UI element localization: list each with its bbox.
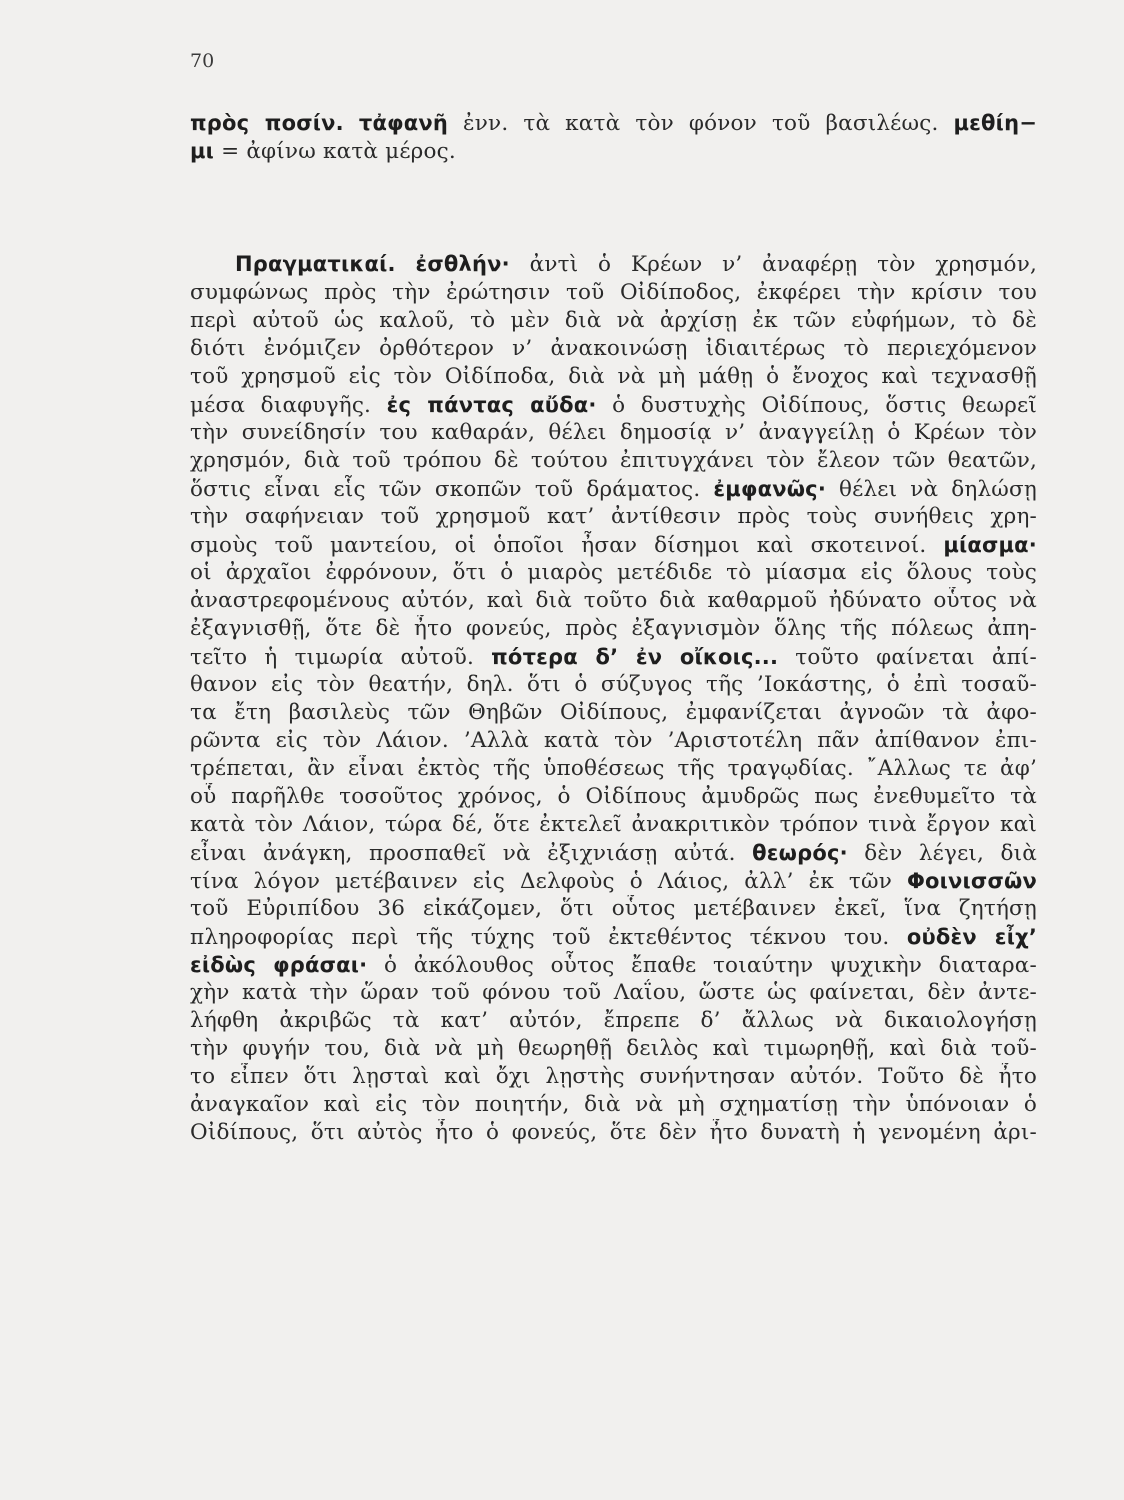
text-run: τὴν συνείδησίν του καθαράν, θέλει δημοσίᾳ ν’ ἀναγγείλῃ ὁ Κρέων τὸν	[190, 420, 1037, 445]
text-line	[190, 895, 1037, 923]
text-line	[190, 1119, 1037, 1147]
text-line	[190, 1035, 1037, 1063]
text-line	[190, 923, 1037, 951]
text-run: εἶναι ἀνάγκη, προσπαθεῖ νὰ ἐξιχνιάσῃ αὐτά.	[190, 841, 753, 866]
lemma-bold: οὐδὲν εἶχ’	[906, 925, 1037, 949]
text-run: ἀναστρεφομένους αὐτόν, καὶ διὰ τοῦτο διὰ καθαρμοῦ ἠδύνατο οὗτος νὰ	[190, 588, 1037, 613]
text-run: ὁ δυστυχὴς Οἰδίπους, ὅστις θεωρεῖ	[596, 393, 1037, 418]
text-run: ρῶντα εἰς τὸν Λάιον. ’Αλλὰ κατὰ τὸν ’Αριστοτέλη πᾶν ἀπίθανον ἐπι-	[190, 728, 1037, 753]
text-line	[190, 1063, 1037, 1091]
text-line	[190, 867, 1037, 895]
text-run: ἐνν. τὰ κατὰ τὸν φόνον τοῦ βασιλέως.	[448, 111, 954, 136]
text-line	[190, 335, 1037, 363]
page-number: 70	[190, 50, 215, 72]
text-line	[190, 727, 1037, 755]
text-run: τοῦτο φαίνεται ἀπί-	[778, 645, 1037, 670]
text-line	[190, 279, 1037, 307]
text-line	[190, 109, 1037, 137]
text-line	[190, 531, 1037, 559]
text-line	[190, 839, 1037, 867]
text-line	[190, 755, 1037, 783]
text-run: ἀντὶ ὁ Κρέων ν’ ἀναφέρῃ τὸν χρησμόν,	[509, 252, 1037, 277]
text-run: χρησμόν, διὰ τοῦ τρόπου δὲ τούτου ἐπιτυγχάνει τὸν ἔλεον τῶν θεατῶν,	[190, 448, 1037, 473]
lemma-bold: μεθίη−	[953, 111, 1037, 135]
text-line	[190, 671, 1037, 699]
text-run: Οἰδίπους, ὅτι αὐτὸς ἦτο ὁ φονεύς, ὅτε δὲν ἦτο δυνατὴ ἡ γενομένη ἀρι-	[190, 1120, 1037, 1145]
text-line	[190, 475, 1037, 503]
text-run: ἀναγκαῖον καὶ εἰς τὸν ποιητήν, διὰ νὰ μὴ σχηματίσῃ τὴν ὑπόνοιαν ὁ	[190, 1092, 1037, 1117]
text-line	[190, 307, 1037, 335]
text-run: τοῦ χρησμοῦ εἰς τὸν Οἰδίποδα, διὰ νὰ μὴ μάθῃ ὁ ἔνοχος καὶ τεχνασθῇ	[190, 364, 1037, 389]
text-run: περὶ αὐτοῦ ὡς καλοῦ, τὸ μὲν διὰ νὰ ἀρχίσῃ ἐκ τῶν εὐφήμων, τὸ δὲ	[190, 308, 1037, 333]
lemma-bold: μίασμα·	[943, 533, 1037, 557]
text-line	[190, 391, 1037, 419]
lemma-bold: ἐσθλήν·	[415, 252, 510, 276]
text-run: τρέπεται, ἂν εἶναι ἐκτὸς τῆς ὑποθέσεως τῆς τραγῳδίας. ῎Αλλως τε ἀφ’	[190, 756, 1037, 781]
text-line	[190, 979, 1037, 1007]
text-line	[190, 363, 1037, 391]
text-run: διότι ἐνόμιζεν ὀρθότερον ν’ ἀνακοινώσῃ ἰδιαιτέρως τὸ περιεχόμενον	[190, 336, 1037, 361]
lemma-bold: Φοινισσῶν	[906, 869, 1037, 893]
text-run: τὴν σαφήνειαν τοῦ χρησμοῦ κατ’ ἀντίθεσιν πρὸς τοὺς συνήθεις χρη-	[190, 504, 1037, 529]
text-run: τίνα λόγον μετέβαινεν εἰς Δελφοὺς ὁ Λάιος, ἀλλ’ ἐκ τῶν	[190, 869, 907, 894]
text-run: κατὰ τὸν Λάιον, τώρα δέ, ὅτε ἐκτελεῖ ἀνακριτικὸν τρόπον τινὰ ἔργον καὶ	[190, 812, 1037, 837]
text-run: τὴν φυγήν του, διὰ νὰ μὴ θεωρηθῇ δειλὸς καὶ τιμωρηθῇ, καὶ διὰ τοῦ-	[190, 1036, 1037, 1061]
text-line	[190, 811, 1037, 839]
text-line	[190, 615, 1037, 643]
text-line	[190, 447, 1037, 475]
lemma-bold: πότερα δ’ ἐν οἴκοις...	[491, 645, 779, 669]
text-line	[190, 699, 1037, 727]
text-line	[190, 643, 1037, 671]
lemma-bold: ἐς πάντας αὔδα·	[386, 393, 597, 417]
text-line	[190, 951, 1037, 979]
text-run	[396, 252, 416, 277]
text-run: οἱ ἀρχαῖοι ἐφρόνουν, ὅτι ὁ μιαρὸς μετέδιδε τὸ μίασμα εἰς ὅλους τοὺς	[190, 560, 1037, 585]
text-run	[344, 111, 359, 136]
lemma-bold: τἀφανῆ	[358, 111, 449, 135]
lemma-bold: πρὸς ποσίν.	[190, 111, 344, 135]
text-run: μέσα διαφυγῆς.	[190, 393, 387, 418]
text-run: θανον εἰς τὸν θεατήν, δηλ. ὅτι ὁ σύζυγος τῆς ’Ιοκάστης, ὁ ἐπὶ τοσαῦ-	[190, 672, 1037, 697]
lemma-bold: Πραγματικαί.	[235, 252, 396, 276]
text-run: πληροφορίας περὶ τῆς τύχης τοῦ ἐκτεθέντος τέκνου του.	[190, 925, 907, 950]
text-run: το εἶπεν ὅτι λῃσταὶ καὶ ὄχι λῃστὴς συνήντησαν αὐτόν. Τοῦτο δὲ ἦτο	[190, 1064, 1037, 1089]
text-run: τοῦ Εὐριπίδου 36 εἰκάζομεν, ὅτι οὗτος μετέβαινεν ἐκεῖ, ἵνα ζητήσῃ	[190, 896, 1037, 921]
text-run: ἐξαγνισθῇ, ὅτε δὲ ἦτο φονεύς, πρὸς ἐξαγνισμὸν ὅλης τῆς πόλεως ἀπη-	[190, 616, 1037, 641]
text-run: τεῖτο ἡ τιμωρία αὐτοῦ.	[190, 645, 492, 670]
text-run: οὗ παρῆλθε τοσοῦτος χρόνος, ὁ Οἰδίπους ἀμυδρῶς πως ἐνεθυμεῖτο τὰ	[190, 784, 1037, 809]
text-line	[190, 137, 1037, 166]
text-line	[190, 503, 1037, 531]
text-run: σμοὺς τοῦ μαντείου, οἱ ὁποῖοι ἦσαν δίσημοι καὶ σκοτεινοί.	[190, 533, 944, 558]
text-line	[190, 1007, 1037, 1035]
text-run: τα ἔτη βασιλεὺς τῶν Θηβῶν Οἰδίπους, ἐμφανίζεται ἀγνοῶν τὰ ἀφο-	[190, 700, 1037, 725]
lemma-bold: εἰδὼς φράσαι·	[190, 953, 368, 977]
text-run: θέλει νὰ δηλώσῃ	[826, 477, 1037, 502]
text-run: χὴν κατὰ τὴν ὥραν τοῦ φόνου τοῦ Λαΐου, ὥστε ὡς φαίνεται, δὲν ἀντε-	[190, 980, 1037, 1005]
lemma-bold: θεωρός·	[752, 841, 848, 865]
lemma-bold: μι	[190, 139, 215, 163]
text-run: ὅστις εἶναι εἷς τῶν σκοπῶν τοῦ δράματος.	[190, 477, 714, 502]
text-line	[190, 419, 1037, 447]
lemma-bold: ἐμφανῶς·	[713, 477, 826, 501]
text-line	[190, 587, 1037, 615]
text-run: = ἀφίνω κατὰ μέρος.	[214, 139, 456, 164]
text-line	[235, 250, 1037, 278]
text-line	[190, 783, 1037, 811]
text-line	[190, 559, 1037, 587]
text-run: λήφθη ἀκριβῶς τὰ κατ’ αὐτόν, ἔπρεπε δ’ ἄλλως νὰ δικαιολογήσῃ	[190, 1008, 1037, 1033]
text-run: συμφώνως πρὸς τὴν ἐρώτησιν τοῦ Οἰδίποδος, ἐκφέρει τὴν κρίσιν του	[190, 280, 1037, 305]
text-line	[190, 1091, 1037, 1119]
text-run: δὲν λέγει, διὰ	[847, 841, 1037, 866]
text-run: ὁ ἀκόλουθος οὗτος ἔπαθε τοιαύτην ψυχικὴν διαταρα-	[367, 953, 1037, 978]
